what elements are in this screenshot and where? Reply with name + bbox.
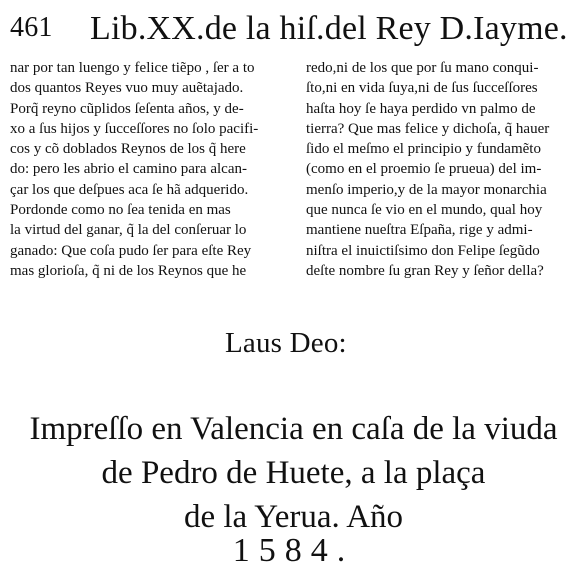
left-column-line-5: cos y cõ doblados Reynos de los q̃ here <box>10 141 246 158</box>
left-column-line-7: çar los que deſpues aca ſe hã adquerido. <box>10 181 249 198</box>
left-column-line-1: nar por tan luengo y felice tiẽpo , ſer a to <box>10 60 255 76</box>
left-column-line-6: do: pero les abrio el camino para alcan- <box>10 161 247 178</box>
left-column-line-8: Pordonde como no ſea tenida en mas <box>10 202 231 219</box>
colophon-line-2: de Pedro de Huete, a la plaça <box>101 455 486 491</box>
left-column-line-9: la virtud del ganar, q̃ la del conſeruar lo <box>10 222 247 239</box>
left-column-line-10: ganado: Que coſa pudo ſer para eſte Rey <box>10 242 252 259</box>
right-column-line-5: ſido el meſmo el principio y fundamẽto <box>306 141 541 158</box>
page-number: 461 <box>10 12 53 43</box>
printing-colophon <box>0 407 587 539</box>
running-title: Lib.XX.de la hiſ.del Rey D.Iayme. <box>90 10 568 47</box>
right-column-line-9: mantiene nueſtra Eſpaña, rige y admi- <box>306 222 533 239</box>
right-column-line-4: tierra? Que mas felice y dichoſa, q̃ hauer <box>306 120 550 137</box>
right-column-line-6: (como en el proemio ſe prueua) del im- <box>306 161 542 178</box>
right-column-line-7: menſo imperio,y de la mayor monarchia <box>306 181 547 198</box>
left-column-line-11: mas glorioſa, q̃ ni de los Reynos que he <box>10 262 247 279</box>
right-text-column <box>306 58 580 281</box>
colophon-line-1: Impreſſo en Valencia en caſa de la viuda <box>29 411 558 447</box>
page-header <box>10 10 576 50</box>
right-column-line-10: niſtra el inuictiſsimo don Felipe ſegũdo <box>306 242 540 259</box>
right-column-line-3: haſta hoy ſe haya perdido vn palmo de <box>306 100 536 117</box>
right-column-line-11: deſte nombre ſu gran Rey y ſeñor della? <box>306 262 544 279</box>
left-column-line-2: dos quantos Reyes vuo muy auẽtajado. <box>10 80 244 97</box>
right-column-line-1: redo,ni de los que por ſu mano conqui- <box>306 60 539 76</box>
left-column-line-3: Porq̃ reyno cũplidos ſeſenta años, y de- <box>10 100 244 117</box>
left-text-column <box>10 58 280 281</box>
right-column-line-8: que nunca ſe vio en el mundo, qual hoy <box>306 202 543 219</box>
right-column-line-2: ſto,ni en vida ſuya,ni de ſus ſucceſſores <box>306 80 538 97</box>
publication-year: 1584. <box>232 532 355 569</box>
left-column-line-4: xo a ſus hijos y ſucceſſores no ſolo pacifi- <box>10 120 259 137</box>
colophon-line-3: de la Yerua. Año <box>183 499 404 535</box>
two-column-text <box>10 58 580 304</box>
laus-deo-heading: Laus Deo: <box>225 327 347 359</box>
